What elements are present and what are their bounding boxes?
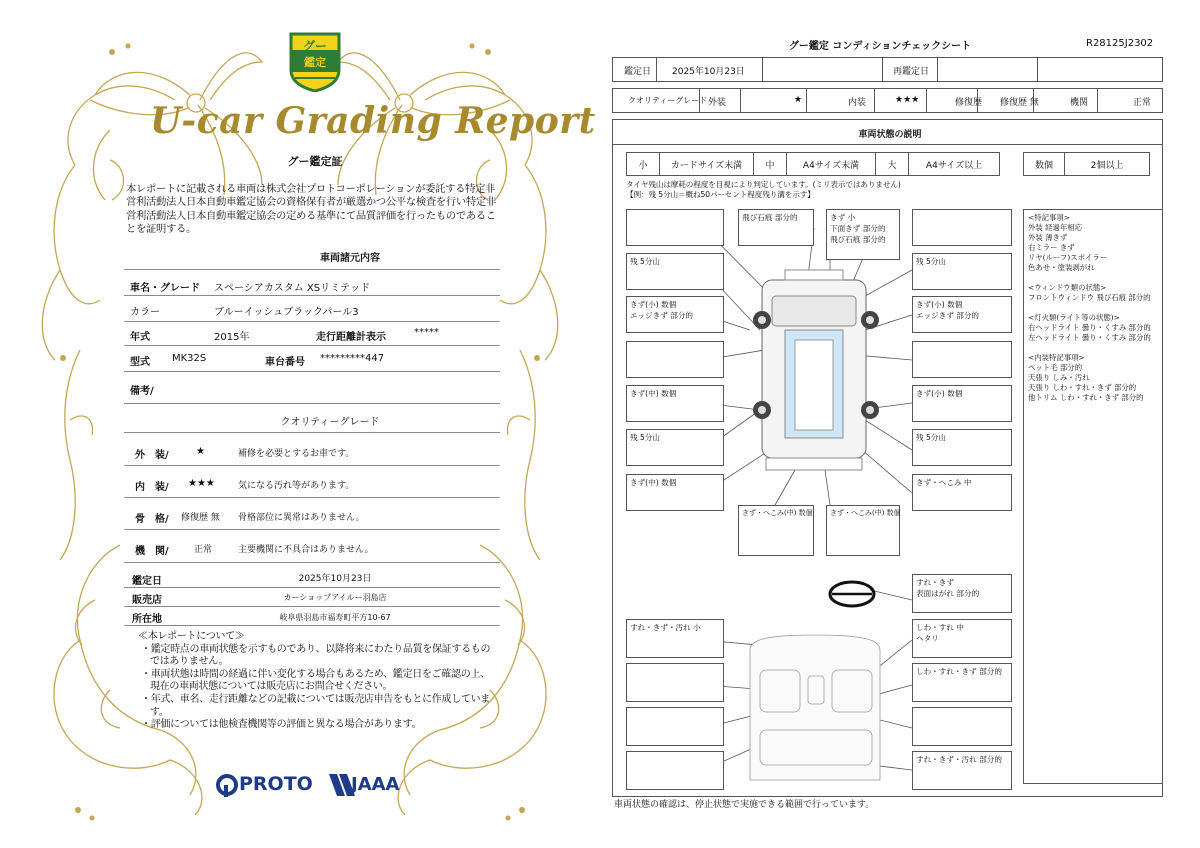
legend-large: 大 <box>875 152 909 176</box>
note-item: ・評価については他検査機関等の評価と異なる場合があります。 <box>141 719 422 731</box>
color-value: ブルーイッシュブラックパール3 <box>214 307 359 318</box>
damage-box: すれ・きず・汚れ 部分的 <box>912 751 1012 790</box>
divider <box>124 321 500 322</box>
damage-box <box>626 209 724 246</box>
condition-title: 車両状態の説明 <box>858 130 922 140</box>
spec-section-title: 車両諸元内容 <box>320 253 380 264</box>
damage-box: 残 5分山 <box>626 253 724 290</box>
damage-box <box>912 707 1012 746</box>
engine-description: 主要機関に不具合はありません。 <box>238 545 374 555</box>
divider <box>124 587 500 588</box>
address-label: 所在地 <box>132 614 162 625</box>
engine-label: 機 関/ <box>135 546 169 557</box>
repair-label: 修復歴 <box>955 98 983 108</box>
damage-box: きず(小) 数個 <box>912 385 1012 422</box>
sheet-id: R28125J2302 <box>1086 38 1154 49</box>
color-label: カラー <box>130 307 160 318</box>
model-value: MK32S <box>172 353 207 364</box>
legend-count: 数個 <box>1023 152 1065 176</box>
legend-large-desc: A4サイズ以上 <box>908 152 1000 176</box>
exterior-description: 補修を必要とするお車です。 <box>238 449 355 459</box>
divider <box>124 497 500 498</box>
divider <box>124 432 500 433</box>
date-value: 2025年10月23日 <box>672 67 745 77</box>
interior-label: 内装 <box>848 98 867 108</box>
name-grade-label: 車名・グレード <box>130 283 200 294</box>
divider <box>124 371 500 372</box>
note-item: ・鑑定時点の車両状態を示すものであり、以降将来にわたり品質を保証するものではありません。 <box>141 643 491 668</box>
remarks-label: 備考/ <box>130 386 154 397</box>
notes-title: ≪本レポートについて≫ <box>138 631 245 642</box>
divider <box>124 295 500 296</box>
special-notes-panel: <特記事項> 外装 経過年相応 外装 薄きず 右ミラー きず リヤ(ルーフ)スポイラー 色あせ・塗装剥がれ <ウィンドウ類の状態> フロントウィンドウ 飛び石痕 部分的 <灯火類(ライト等の状態)> 右ヘッドライト 曇り・くすみ 部分的 左ヘッドライト 曇り・くすみ 部分的 <内装特記事項> ペット毛 部分的 天張り しみ・汚れ 天張り しわ・すれ・きず 部分的 他トリム しわ・すれ・きず 部分的 <box>1023 209 1163 784</box>
condition-check-sheet <box>600 0 1200 848</box>
special-heading: <特記事項> <box>1028 213 1070 222</box>
damage-box <box>912 209 1012 246</box>
damage-box: きず(小) 数個 エッジきず 部分的 <box>626 296 724 333</box>
note-item: ・車両状態は時間の経過に伴い変化する場合もあるため、鑑定日をご確認の上、現在の車両状態については販売店にお問合せください。 <box>141 668 490 693</box>
mileage-value: ***** <box>414 327 439 338</box>
year-value: 2015年 <box>214 332 250 343</box>
certificate-statement: 本レポートに記載される車両は株式会社プロトコーポレーションが委託する特定非営利活動法人日本自動車鑑定協会の資格保有者が厳選かつ公平な検査を行い特定非営利活動法人日本自動車鑑定協会の定める基準にて品質評価を行ったものであることを証明する。 <box>126 183 496 236</box>
divider <box>124 345 500 346</box>
damage-box: きず(小) 数個 エッジきず 部分的 <box>912 296 1012 333</box>
divider <box>124 562 500 563</box>
divider <box>124 606 500 607</box>
badge-line2: 鑑定 <box>304 56 326 69</box>
divider <box>124 269 500 270</box>
damage-box <box>626 663 724 702</box>
sheet-title: グー鑑定 コンディションチェックシート <box>788 41 972 52</box>
divider <box>124 465 500 466</box>
interior-grade: ★★★ <box>188 478 215 489</box>
damage-box <box>626 341 724 378</box>
damage-box: 残 5分山 <box>912 429 1012 466</box>
quality-label: クオリティーグレード <box>628 96 708 105</box>
lights-heading: <灯火類(ライト等の状態)> <box>1028 313 1120 322</box>
legend-count-desc: 2個以上 <box>1064 152 1150 176</box>
damage-box: しわ・すれ 中 ヘタリ <box>912 619 1012 658</box>
damage-box: すれ・きず・汚れ 小 <box>626 619 724 658</box>
address-value: 岐阜県羽島市福寿町平方10-67 <box>279 613 391 622</box>
damage-box: 残 5分山 <box>626 429 724 466</box>
report-notes <box>138 631 496 732</box>
chassis-label: 車台番号 <box>265 357 305 368</box>
proto-logo: PROTO <box>239 773 313 795</box>
dealer-value: カーショップアイルー羽島店 <box>283 593 387 602</box>
jaaa-logo: JAAA <box>351 774 400 795</box>
damage-box <box>626 707 724 746</box>
damage-box: しわ・すれ・きず 部分的 <box>912 663 1012 702</box>
engine-label: 機関 <box>1070 98 1089 108</box>
damage-box: 飛び石痕 部分的 <box>738 209 814 246</box>
divider <box>124 529 500 530</box>
damage-box: すれ・きず 表面はがれ 部分的 <box>912 574 1012 613</box>
exterior-label: 外装 <box>708 98 727 108</box>
damage-box: きず・へこみ(中) 数個 <box>826 505 900 556</box>
damage-box <box>912 341 1012 378</box>
exterior-grade: ★ <box>794 95 803 105</box>
note-item: ・年式、車名、走行距離などの記載については販売店申告をもとに作成しています。 <box>141 693 491 718</box>
legend-small: 小 <box>626 152 660 176</box>
badge-line1: グー <box>302 39 327 53</box>
car-top-view <box>753 270 879 470</box>
footer-logos <box>215 770 415 800</box>
certificate-heading: グー鑑定証 <box>287 155 343 168</box>
model-label: 型式 <box>130 357 150 368</box>
divider <box>124 625 500 626</box>
interior-description: 気になる汚れ等があります。 <box>238 481 355 491</box>
chassis-value: *********447 <box>320 353 385 364</box>
engine-value: 正常 <box>1133 98 1152 108</box>
damage-box: きず(中) 数個 <box>626 474 724 511</box>
name-grade-value: スペーシアカスタム XSリミテッド <box>214 283 371 294</box>
script-title: U-car Grading Report <box>150 100 596 142</box>
steering-wheel-icon <box>830 582 874 606</box>
date-label: 鑑定日 <box>624 67 652 77</box>
exterior-label: 外 装/ <box>135 450 169 461</box>
tire-note-line1: タイヤ残山は摩耗の程度を目視により判定しています。(ミリ表示ではありません) <box>626 180 901 189</box>
reappraisal-label: 再鑑定日 <box>893 67 930 77</box>
exterior-grade: ★ <box>196 446 205 457</box>
window-heading: <ウィンドウ類の状態> <box>1028 283 1107 292</box>
damage-box: きず・へこみ 中 <box>912 474 1012 511</box>
year-label: 年式 <box>130 332 150 343</box>
appraisal-date-value: 2025年10月23日 <box>298 574 372 584</box>
damage-box <box>626 751 724 790</box>
legend-medium-desc: A4サイズ未満 <box>786 152 876 176</box>
divider <box>124 403 500 404</box>
mileage-label: 走行距離計表示 <box>316 332 386 343</box>
interior-grade: ★★★ <box>895 95 920 105</box>
damage-box: きず・へこみ(中) 数個 <box>738 505 814 556</box>
damage-box: きず 小 下面きず 部分的 飛び石痕 部分的 <box>826 209 900 260</box>
interior-heading: <内装特記事項> <box>1028 353 1085 362</box>
frame-description: 骨格部位に異常はありません。 <box>238 513 365 523</box>
repair-value: 修復歴 無 <box>1000 98 1039 108</box>
engine-value: 正常 <box>194 545 213 555</box>
footer-note: 車両状態の確認は、停止状態で実施できる範囲で行っています。 <box>614 800 875 810</box>
legend-small-desc: カードサイズ未満 <box>659 152 754 176</box>
frame-value: 修復歴 無 <box>181 513 220 523</box>
appraisal-date-label: 鑑定日 <box>132 576 162 587</box>
frame-label: 骨 格/ <box>135 514 169 525</box>
tire-note-line2: 【例：残 5分山＝概ね50パーセント程度残り溝を示す】 <box>626 190 815 199</box>
damage-box: きず(中) 数個 <box>626 385 724 422</box>
quality-section-title: クオリティーグレード <box>280 417 380 428</box>
goo-kantei-badge <box>287 30 343 92</box>
legend-medium: 中 <box>753 152 787 176</box>
car-interior-view <box>750 635 880 780</box>
damage-box: 残 5分山 <box>912 253 1012 290</box>
interior-label: 内 装/ <box>135 482 169 493</box>
dealer-label: 販売店 <box>132 595 162 606</box>
